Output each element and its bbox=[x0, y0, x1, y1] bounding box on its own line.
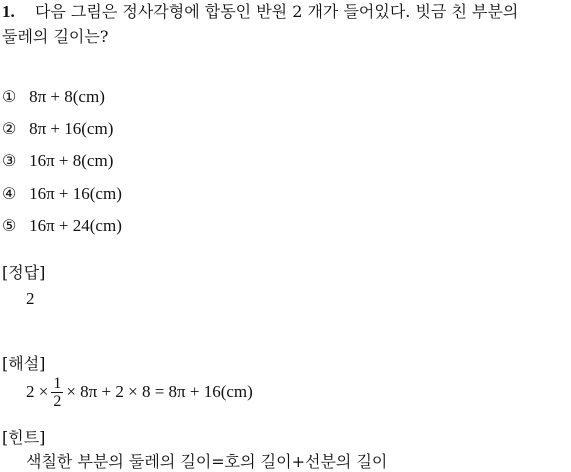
choice-marker: ① bbox=[2, 87, 17, 106]
question-line-1 bbox=[2, 2, 518, 22]
question-number: 1. bbox=[2, 2, 15, 21]
choice-text: 8π + 16(cm) bbox=[29, 119, 114, 138]
explanation-formula bbox=[26, 373, 253, 411]
question-text-2: 둘레의 길이는? bbox=[2, 27, 109, 46]
choice-marker: ⑤ bbox=[2, 216, 17, 235]
choice-marker: ④ bbox=[2, 184, 17, 203]
fraction-numerator: 1 bbox=[53, 374, 62, 392]
question-line-2 bbox=[2, 27, 108, 47]
fraction-denominator: 2 bbox=[53, 392, 62, 410]
answer-label: [정답] bbox=[2, 263, 46, 282]
question-text-1: 다음 그림은 정사각형에 합동인 반원 2 개가 들어있다. 빗금 친 부분의 bbox=[34, 2, 519, 21]
formula-lead: 2 × bbox=[26, 382, 49, 401]
choice-text: 16π + 24(cm) bbox=[29, 216, 122, 235]
formula-rest: × 8π + 2 × 8 = 8π + 16(cm) bbox=[66, 382, 253, 401]
fraction-one-half bbox=[51, 375, 63, 410]
answer-value: 2 bbox=[26, 289, 35, 308]
choice-4[interactable] bbox=[2, 184, 122, 204]
choice-3[interactable] bbox=[2, 151, 113, 171]
explanation-label: [해설] bbox=[2, 354, 46, 373]
choice-marker: ③ bbox=[2, 151, 17, 170]
choice-text: 8π + 8(cm) bbox=[29, 87, 105, 106]
hint-text: 색칠한 부분의 둘레의 길이=호의 길이+선분의 길이 bbox=[26, 452, 388, 471]
choice-text: 16π + 16(cm) bbox=[29, 184, 122, 203]
choice-2[interactable] bbox=[2, 119, 113, 139]
choice-marker: ② bbox=[2, 119, 17, 138]
choice-1[interactable] bbox=[2, 87, 105, 107]
hint-label: [힌트] bbox=[2, 428, 46, 447]
choice-text: 16π + 8(cm) bbox=[29, 151, 114, 170]
choice-5[interactable] bbox=[2, 216, 122, 236]
